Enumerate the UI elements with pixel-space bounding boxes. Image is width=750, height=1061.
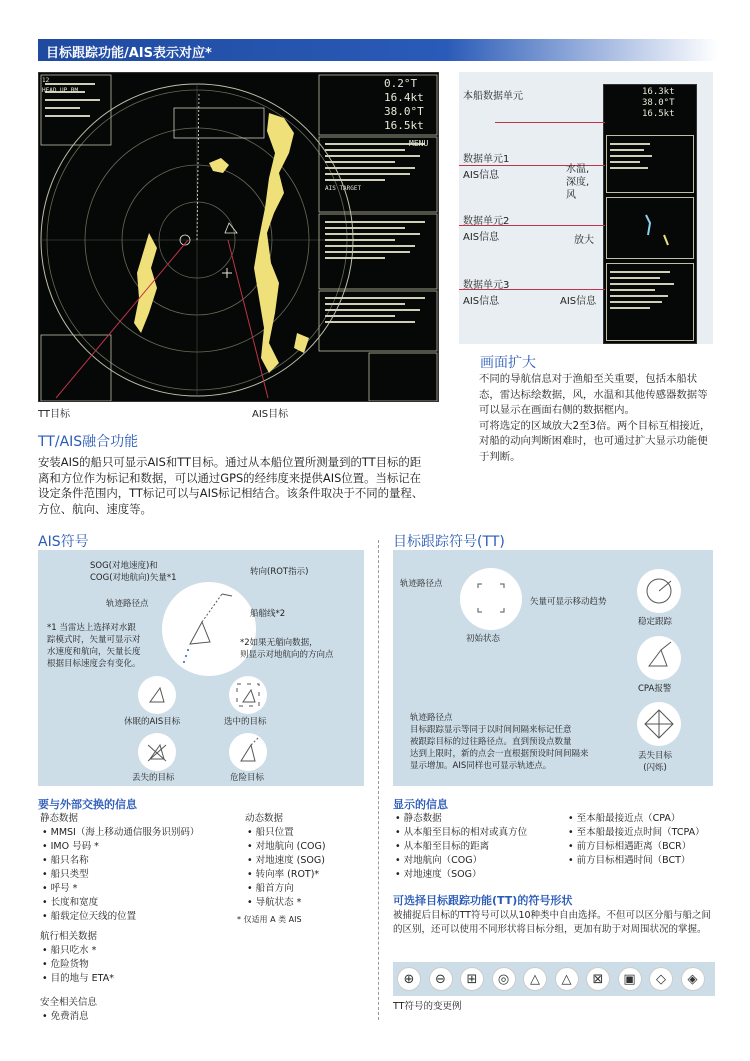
- class-a-note: * 仅适用 A 类 AIS: [237, 915, 302, 924]
- side-label-sensors: 水温, 深度, 风: [566, 164, 590, 201]
- voyage-data-item: • 船只吃水 *: [42, 945, 97, 956]
- page-header-title: 目标跟踪功能/AIS表示对应*: [46, 46, 212, 61]
- box3-sub: AIS信息: [463, 296, 500, 307]
- static-data-title: 静态数据: [40, 813, 79, 824]
- own-ship-line: [495, 122, 605, 123]
- sleeping-ais-label: 休眠的AIS目标: [124, 717, 181, 727]
- tt-vector-label: 矢量可显示移动趋势: [530, 597, 607, 607]
- exchange-info-title: 要与外部交换的信息: [38, 798, 137, 811]
- radar-callout-lines: [38, 240, 439, 408]
- ais-note1: *1 当雷达上选择对水跟 踪模式时，矢量可显示对 水速度和航向，矢量长度 根据目标速度会有变化。: [47, 623, 141, 669]
- tt-symbol-option-icon: ⊞: [460, 967, 484, 991]
- column-divider: [378, 540, 379, 1020]
- lost-target-label: 丢失的目标: [132, 773, 175, 783]
- safety-info-item: • 免费消息: [42, 1011, 89, 1022]
- tt-symbol-option-icon: △: [523, 967, 547, 991]
- display-info-right-item: • 前方目标相遇时间（BCT）: [568, 855, 691, 866]
- box2-label: 数据单元2: [463, 216, 510, 227]
- tt-lost-label: 丢失目标 (闪烁): [638, 751, 673, 773]
- safety-info-title: 安全相关信息: [40, 997, 98, 1008]
- selectable-tt-title: 可选择目标跟踪功能(TT)的符号形状: [393, 894, 573, 907]
- sleeping-ais-icon: [138, 676, 176, 714]
- box1-label: 数据单元1: [463, 154, 510, 165]
- side-label-zoom: 放大: [574, 235, 594, 246]
- tt-track-desc: 轨迹路径点 目标跟踪显示等同于以时间间隔来标记任意 被跟踪目标的过往路径点。直到预设点数量 达到上限时，新的点会一直根据预设时间间隔来 显示增加。AIS同样也可显示轨迹点。: [410, 713, 589, 771]
- dynamic-data-item: • 对地航向 (COG): [247, 841, 326, 852]
- dynamic-data-item: • 导航状态 *: [247, 897, 302, 908]
- display-info-right-item: • 至本船最接近点时间（TCPA）: [568, 827, 705, 838]
- tt-stable-label: 稳定跟踪: [638, 617, 673, 627]
- fusion-section-title: TT/AIS融合功能: [38, 434, 139, 450]
- ais-rot-label: 转向(ROT指示): [250, 567, 309, 577]
- page-header-bar: [38, 39, 718, 61]
- radar-ais-target-label: AIS TARGET: [325, 185, 362, 192]
- tt-initial-label: 初始状态: [466, 634, 501, 644]
- radar-sog-readout: 16.5kt: [384, 119, 424, 132]
- tt-lost-icon: [637, 702, 681, 746]
- tt-symbol-caption: TT符号的变更例: [393, 1001, 462, 1012]
- static-data-item: • IMO 号码 *: [42, 841, 99, 852]
- tt-cpa-icon: [637, 636, 681, 680]
- ais-symbol-graphic: [162, 582, 256, 676]
- display-info-right-item: • 前方目标相遇距离（BCR）: [568, 841, 692, 852]
- mini-monitor-graphic: [604, 85, 697, 344]
- dynamic-data-item: • 对地速度 (SOG): [247, 855, 325, 866]
- display-info-left-item: • 对地速度（SOG）: [395, 869, 482, 880]
- tt-initial-icon: [460, 568, 522, 630]
- box1-sub: AIS信息: [463, 170, 500, 181]
- static-data-item: • 长度和宽度: [42, 897, 99, 908]
- ais-target-caption: AIS目标: [252, 409, 289, 420]
- radar-hdg-readout: 0.2°T: [384, 77, 418, 90]
- selectable-tt-text: 被捕捉后目标的TT符号可以从10种类中自由选择。不但可以区分船与船之间的区别，还可以使用不同形状将目标分组，更加有助于对周围状况的掌握。: [393, 910, 712, 935]
- tt-target-caption: TT目标: [38, 409, 71, 420]
- mini-monitor: [603, 84, 697, 344]
- dynamic-data-item: • 船首方向: [247, 883, 294, 894]
- selected-target-icon: [229, 676, 267, 714]
- tt-symbol-option-icon: ◎: [492, 967, 516, 991]
- voyage-data-list: [42, 944, 114, 986]
- lost-target-icon: [138, 733, 176, 771]
- tt-symbol-option-icon: △: [555, 967, 579, 991]
- dangerous-target-label: 危险目标: [230, 773, 265, 783]
- display-info-right-list: [568, 812, 705, 868]
- tt-symbol-option-icon: ◇: [649, 967, 673, 991]
- ais-note2: *2如果无艏向数据， 则显示对地航向的方向点: [240, 638, 334, 660]
- static-data-list: [42, 826, 199, 924]
- dynamic-data-item: • 船只位置: [247, 827, 294, 838]
- ais-track-point-label: 轨迹路径点: [106, 599, 149, 609]
- dynamic-data-title: 动态数据: [245, 813, 284, 824]
- static-data-item: • 呼号 *: [42, 883, 78, 894]
- zoom-section-text: 不同的导航信息对于渔船至关重要，包括本船状态，雷达标绘数据，风，水温和其他传感器数据等可以显示在画面右侧的数据框内。 可将选定的区域放大2至3倍。两个目标互相接近，对船的动向判断困难时，也可通过扩大显示功能便于判断。: [479, 373, 711, 463]
- display-info-right-item: • 至本船最接近点（CPA）: [568, 813, 681, 824]
- radar-stw-readout: 16.4kt: [384, 91, 424, 104]
- mini-val3: 16.5kt: [642, 109, 675, 119]
- static-data-item: • MMSI（海上移动通信服务识别码）: [42, 827, 200, 838]
- safety-info-list: [42, 1010, 89, 1024]
- display-info-left-item: • 静态数据: [395, 813, 442, 824]
- tt-symbols-title: 目标跟踪符号(TT): [393, 534, 505, 550]
- display-info-left-item: • 从本船至目标的距离: [395, 841, 490, 852]
- display-info-left-item: • 对地航向（COG）: [395, 855, 483, 866]
- tt-track-point-label: 轨迹路径点: [400, 579, 443, 589]
- radar-mode-readout: HEAD UP RM: [42, 87, 79, 94]
- mini-val1: 16.3kt: [642, 87, 675, 97]
- own-ship-data-label: 本船数据单元: [463, 91, 523, 102]
- zoom-section-title: 画面扩大: [480, 355, 536, 371]
- dynamic-data-item: • 转向率 (ROT)*: [247, 869, 320, 880]
- display-info-title: 显示的信息: [393, 798, 448, 811]
- voyage-data-title: 航行相关数据: [40, 931, 98, 942]
- box3-label: 数据单元3: [463, 280, 510, 291]
- mini-val2: 38.0°T: [642, 98, 675, 108]
- tt-symbol-option-icon: ⊖: [429, 967, 453, 991]
- display-info-left-list: [395, 812, 527, 882]
- selected-target-label: 选中的目标: [224, 717, 267, 727]
- ais-symbols-title: AIS符号: [38, 534, 89, 550]
- static-data-item: • 船载定位天线的位置: [42, 911, 137, 922]
- ais-sog-cog-label: SOG(对地速度)和 COG(对地航向)矢量*1: [90, 561, 177, 583]
- tt-symbol-option-icon: ◈: [681, 967, 705, 991]
- dangerous-target-icon: [229, 733, 267, 771]
- voyage-data-item: • 目的地与 ETA*: [42, 973, 114, 984]
- side-label-ais: AIS信息: [560, 296, 597, 307]
- static-data-item: • 船只名称: [42, 855, 89, 866]
- tt-symbol-option-icon: ▣: [618, 967, 642, 991]
- box2-sub: AIS信息: [463, 232, 500, 243]
- fusion-section-text: 安装AIS的船只可显示AIS和TT目标。通过从本船位置所测量到的TT目标的距离和方位作为标记和数据，可以通过GPS的经纬度来提供AIS位置。当标记在设定条件范围内，TT标记可以与AIS标记相结合。该条件取决于不同的量程、方位、航向、速度等。: [38, 455, 424, 516]
- tt-symbol-option-icon: ⊕: [397, 967, 421, 991]
- radar-menu-button: MENU: [409, 139, 429, 148]
- tt-symbol-row: [397, 967, 713, 991]
- radar-range-readout: 12: [42, 77, 50, 84]
- tt-cpa-label: CPA报警: [638, 684, 672, 694]
- tt-stable-icon: [637, 569, 681, 613]
- ais-heading-line-label: 船艏线*2: [250, 609, 286, 619]
- static-data-item: • 船只类型: [42, 869, 89, 880]
- tt-symbol-option-icon: ⊠: [586, 967, 610, 991]
- dynamic-data-list: [247, 826, 326, 910]
- display-info-left-item: • 从本船至目标的相对或真方位: [395, 827, 528, 838]
- voyage-data-item: • 危险货物: [42, 959, 89, 970]
- radar-temp-readout: 38.0°T: [384, 105, 424, 118]
